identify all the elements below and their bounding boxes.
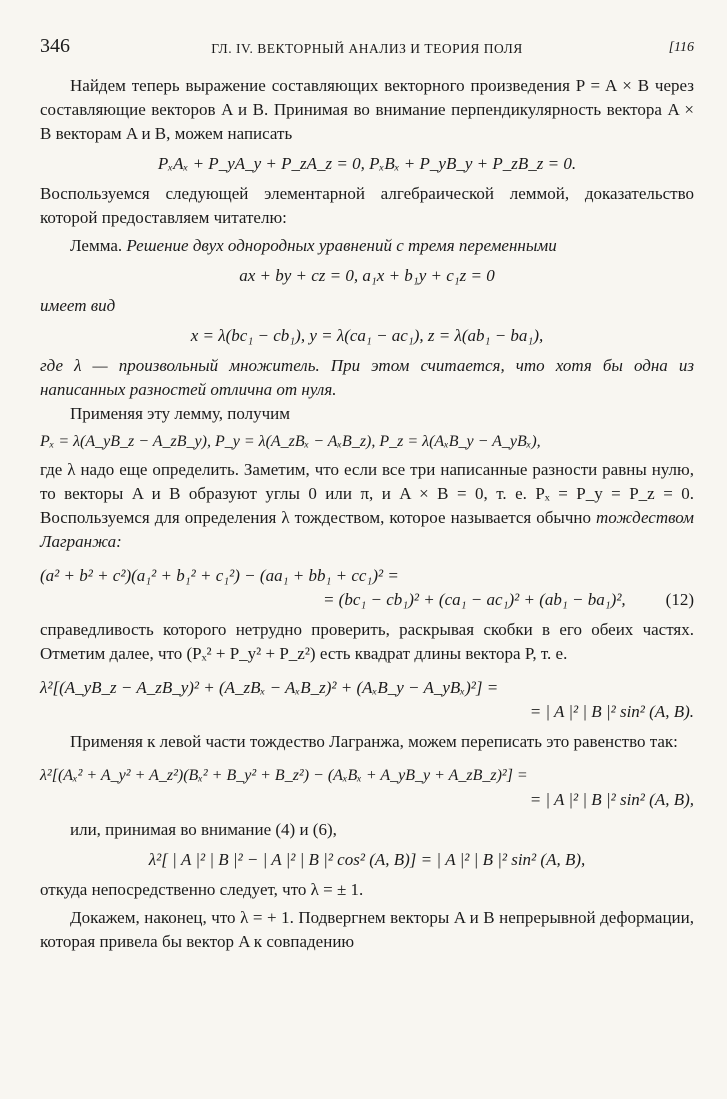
- paragraph-4: [40, 458, 694, 554]
- equation-lagrange-line-1: (a² + b² + c²)(a₁² + b₁² + c₁²) − (aa₁ + bb₁ + cc₁)² =: [40, 566, 399, 585]
- paragraph-6: Применяя к левой части тождество Лагранжа, можем переписать это равенство так:: [70, 732, 678, 751]
- paragraph-1: Найдем теперь выражение составляющих векторного произведения P = A × B через составляющие векторов A и B. Принимая во внимание перпендикулярность вектора A × B векторам A и B, можем написать: [40, 76, 694, 143]
- paragraph-8: откуда непосредственно следует, что λ = ± 1.: [40, 880, 364, 899]
- paragraph-4-text: где λ надо еще определить. Заметим, что если все три написанные разности равны нулю, то векторы A и B образуют углы 0 или π, и A × B = 0, т. е. Pₓ = P_y = P_z = 0. Воспользуемся для определения λ тождеством, которое называется обычно: [40, 460, 694, 527]
- lemma-text: Решение двух однородных уравнений с тремя переменными: [126, 236, 557, 255]
- paragraph-2: Воспользуемся следующей элементарной алгебраической леммой, доказательство которой предоставляем читателю:: [40, 184, 694, 227]
- lemma-statement: [40, 234, 694, 258]
- lemma-has-form: имеет вид: [40, 296, 116, 315]
- page-number: 346: [40, 35, 70, 57]
- lemma-label: Лемма.: [70, 236, 123, 255]
- equation-lagrange-line-2: [40, 588, 694, 612]
- equation-lemma-solution: x = λ(bc₁ − cb₁), y = λ(ca₁ − ac₁), z = λ(ab₁ − ba₁),: [190, 326, 544, 345]
- lemma-conclusion: где λ — произвольный множитель. При этом считается, что хотя бы одна из написанных разностей отлична от нуля.: [40, 356, 694, 399]
- equation-product-components: Pₓ = λ(A_yB_z − A_zB_y), P_y = λ(A_zBₓ − AₓB_z), P_z = λ(AₓB_y − A_yBₓ),: [40, 433, 541, 450]
- book-page: [40, 34, 694, 954]
- paragraph-5: справедливость которого нетрудно проверить, раскрывая скобки в его обеих частях. Отметим далее, что (Pₓ² + P_y² + P_z²) есть квадрат длины вектора P, т. е.: [40, 620, 694, 663]
- equation-lagrange-rhs: = (bc₁ − cb₁)² + (ca₁ − ac₁)² + (ab₁ − ba₁)²,: [322, 590, 626, 609]
- running-title: ГЛ. IV. ВЕКТОРНЫЙ АНАЛИЗ И ТЕОРИЯ ПОЛЯ: [211, 41, 523, 56]
- page-header: [40, 34, 694, 64]
- equation-orthogonality: PₓAₓ + P_yA_y + P_zA_z = 0, PₓBₓ + P_yB_y + P_zB_z = 0.: [157, 154, 577, 173]
- equation-homogeneous-system: ax + by + cz = 0, a₁x + b₁y + c₁z = 0: [239, 266, 495, 285]
- equation-rewrite-line-1: λ²[(Aₓ² + A_y² + A_z²)(Bₓ² + B_y² + B_z²) − (AₓBₓ + A_yB_y + A_zB_z)²] =: [40, 767, 528, 784]
- equation-length-line-1: λ²[(A_yB_z − A_zB_y)² + (A_zBₓ − AₓB_z)² + (AₓB_y − A_yBₓ)²] =: [40, 678, 499, 697]
- paragraph-7: или, принимая во внимание (4) и (6),: [70, 820, 337, 839]
- equation-length-line-2: = | A |² | B |² sin² (A, B).: [529, 702, 694, 721]
- paragraph-9: Докажем, наконец, что λ = + 1. Подвергнем векторы A и B непрерывной деформации, которая привела бы вектор A к совпадению: [40, 908, 694, 951]
- section-reference: [116: [668, 40, 694, 55]
- equation-rewrite-line-2: = | A |² | B |² sin² (A, B),: [529, 790, 694, 809]
- equation-number-12: (12): [665, 590, 694, 609]
- lagrange-identity-term: тождеством Лагранжа:: [40, 508, 694, 551]
- paragraph-3: Применяя эту лемму, получим: [70, 404, 291, 423]
- equation-cos-sin: λ²[ | A |² | B |² − | A |² | B |² cos² (A, B)] = | A |² | B |² sin² (A, B),: [148, 850, 586, 869]
